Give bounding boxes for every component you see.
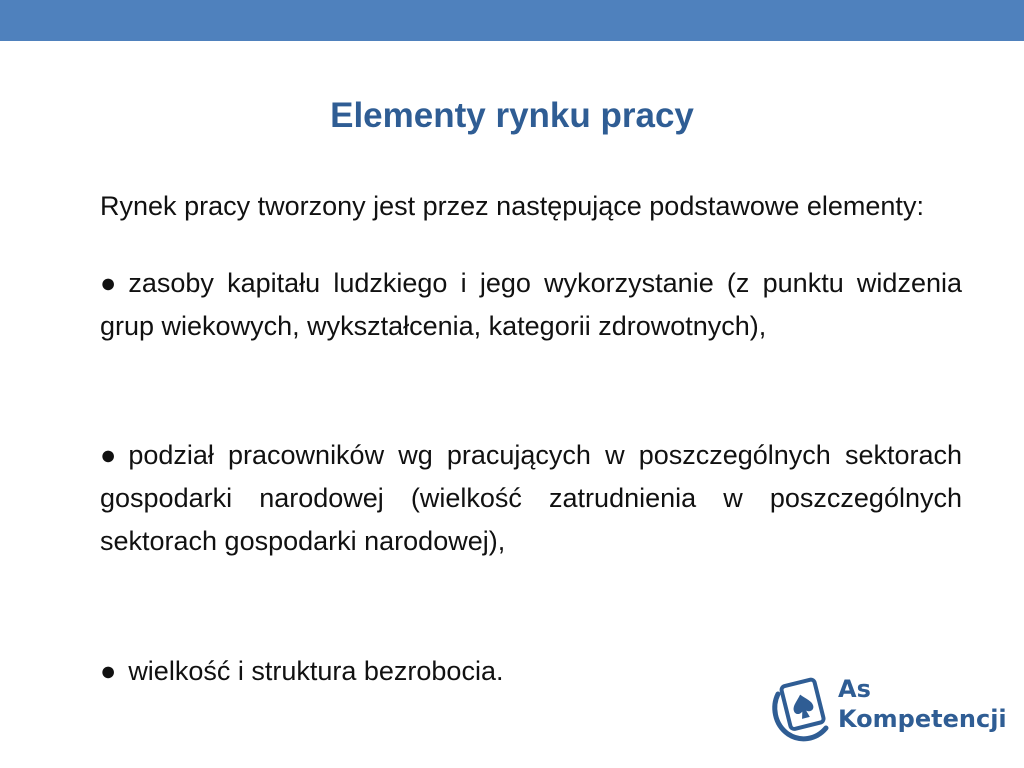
slide-intro-text: Rynek pracy tworzony jest przez następujące podstawowe elementy: [100,191,924,221]
bullet-item-text: wielkość i struktura bezrobocia. [128,656,504,686]
bullet-dot-icon: ● [100,656,117,686]
bullet-item-2 [100,434,962,563]
top-accent-bar [0,0,1024,41]
logo-line-2: Kompetencji [838,705,1007,733]
slide-title: Elementy rynku pracy [330,96,694,135]
logo-line-1: As [838,675,871,703]
bullet-item-1 [100,262,962,348]
spade-card-icon [770,672,834,744]
bullet-dot-icon: ● [100,440,117,470]
bullet-item-text: zasoby kapitału ludzkiego i jego wykorzystanie (z punktu widzenia grup wiekowych, wykształcenia, kategorii zdrowotnych), [100,268,962,341]
bullet-item-text: podział pracowników wg pracujących w poszczególnych sektorach gospodarki narodowej (wielkość zatrudnienia w poszczególnych sektorach gospodarki narodowej), [100,440,962,556]
as-kompetencji-logo [770,672,1007,744]
bullet-dot-icon: ● [100,268,117,298]
